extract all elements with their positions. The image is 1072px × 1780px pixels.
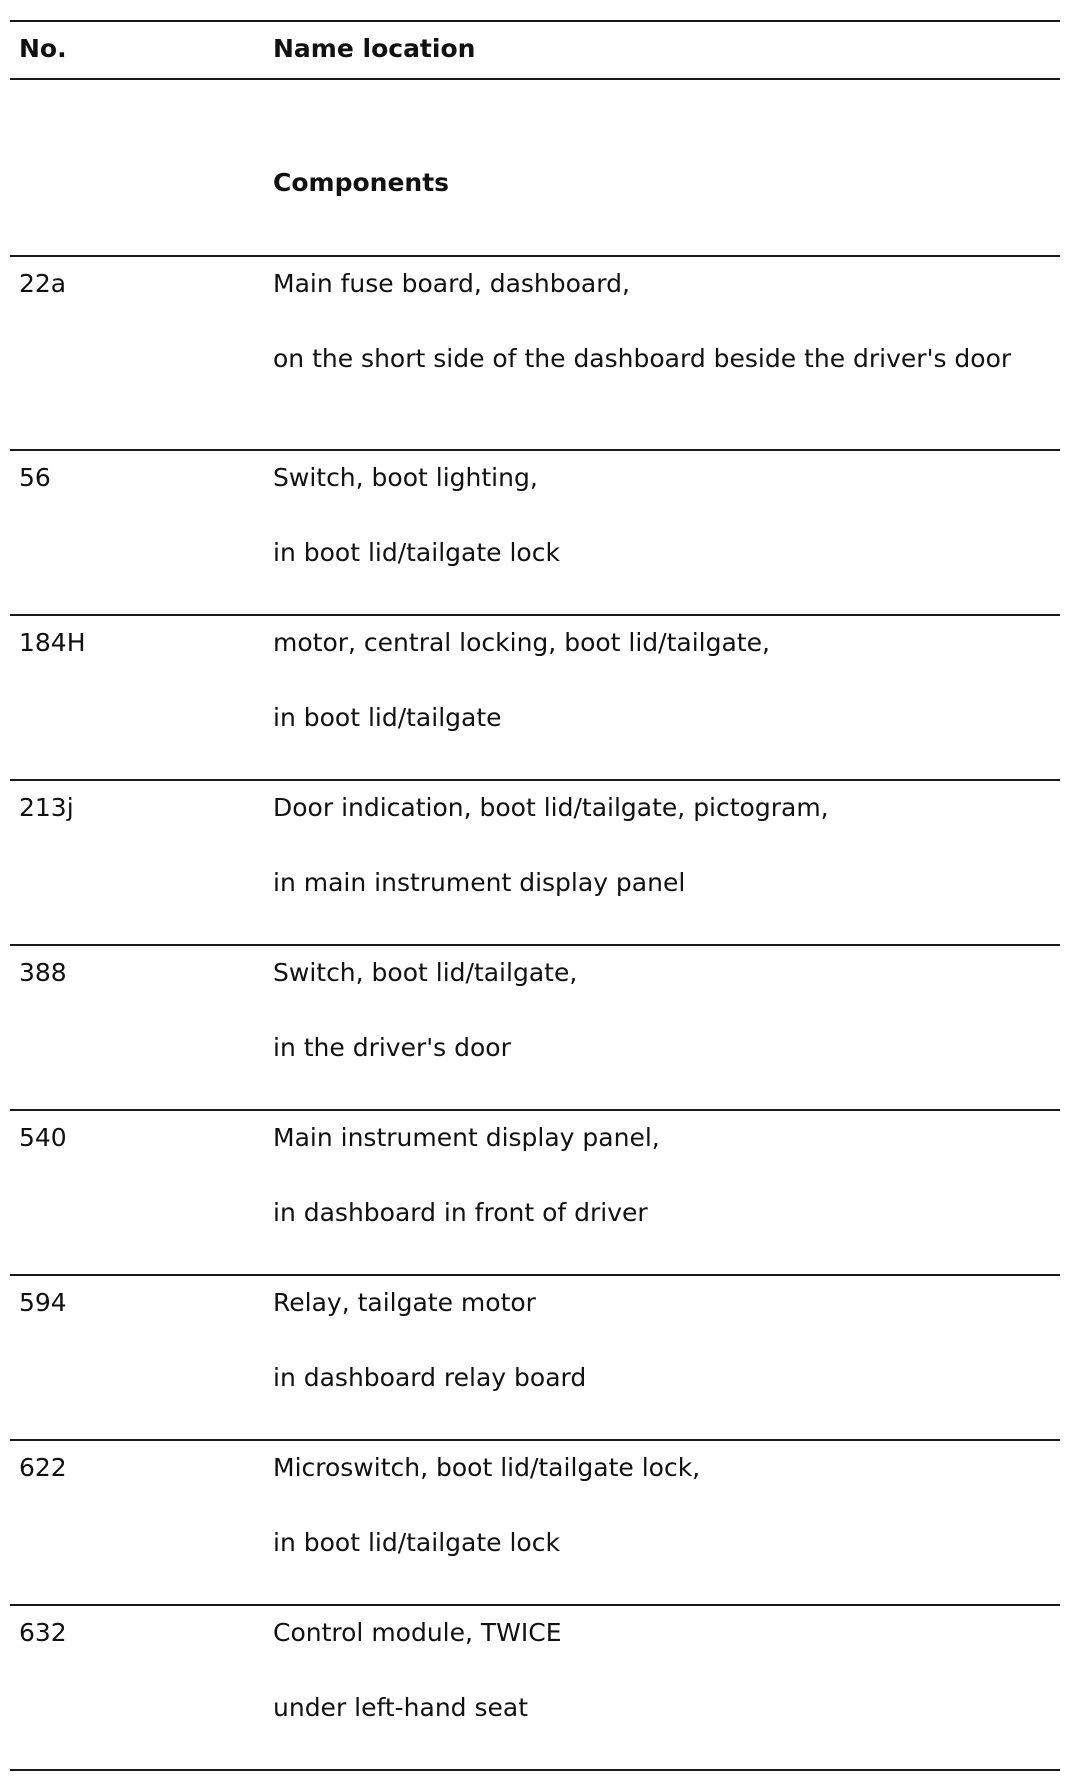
row-number: 213j xyxy=(19,793,74,822)
table-row xyxy=(10,257,1060,449)
row-location: in dashboard in front of driver xyxy=(273,1198,648,1227)
section-heading xyxy=(10,80,1060,255)
header-no: No. xyxy=(19,34,67,63)
components-table xyxy=(10,20,1060,1771)
row-name: motor, central locking, boot lid/tailgate, xyxy=(273,628,770,657)
row-location: in boot lid/tailgate lock xyxy=(273,1528,560,1557)
row-number: 184H xyxy=(19,628,86,657)
table-row xyxy=(10,1111,1060,1274)
row-number: 22a xyxy=(19,269,67,298)
row-location: in boot lid/tailgate lock xyxy=(273,538,560,567)
table-bottom-rule xyxy=(10,1769,1060,1771)
table-header xyxy=(10,22,1060,78)
table-row xyxy=(10,946,1060,1109)
row-name: Switch, boot lighting, xyxy=(273,463,538,492)
table-row xyxy=(10,1441,1060,1604)
table-row xyxy=(10,616,1060,779)
row-name: Microswitch, boot lid/tailgate lock, xyxy=(273,1453,701,1482)
row-location: in boot lid/tailgate xyxy=(273,703,502,732)
row-number: 594 xyxy=(19,1288,67,1317)
row-name: Relay, tailgate motor xyxy=(273,1288,536,1317)
row-location: in the driver's door xyxy=(273,1033,511,1062)
row-number: 540 xyxy=(19,1123,67,1152)
row-number: 622 xyxy=(19,1453,67,1482)
row-location: on the short side of the dashboard beside the driver's door xyxy=(273,344,1012,373)
row-name: Switch, boot lid/tailgate, xyxy=(273,958,578,987)
row-number: 632 xyxy=(19,1618,67,1647)
row-number: 388 xyxy=(19,958,67,987)
table-row xyxy=(10,781,1060,944)
row-name: Control module, TWICE xyxy=(273,1618,562,1647)
row-number: 56 xyxy=(19,463,51,492)
table-row xyxy=(10,1606,1060,1769)
table-row xyxy=(10,1276,1060,1439)
row-name: Main instrument display panel, xyxy=(273,1123,660,1152)
row-location: in main instrument display panel xyxy=(273,868,686,897)
row-name: Door indication, boot lid/tailgate, pictogram, xyxy=(273,793,829,822)
row-location: under left-hand seat xyxy=(273,1693,529,1722)
section-title: Components xyxy=(273,168,450,197)
row-location: in dashboard relay board xyxy=(273,1363,587,1392)
table-row xyxy=(10,451,1060,614)
row-name: Main fuse board, dashboard, xyxy=(273,269,630,298)
header-name-location: Name location xyxy=(273,34,476,63)
